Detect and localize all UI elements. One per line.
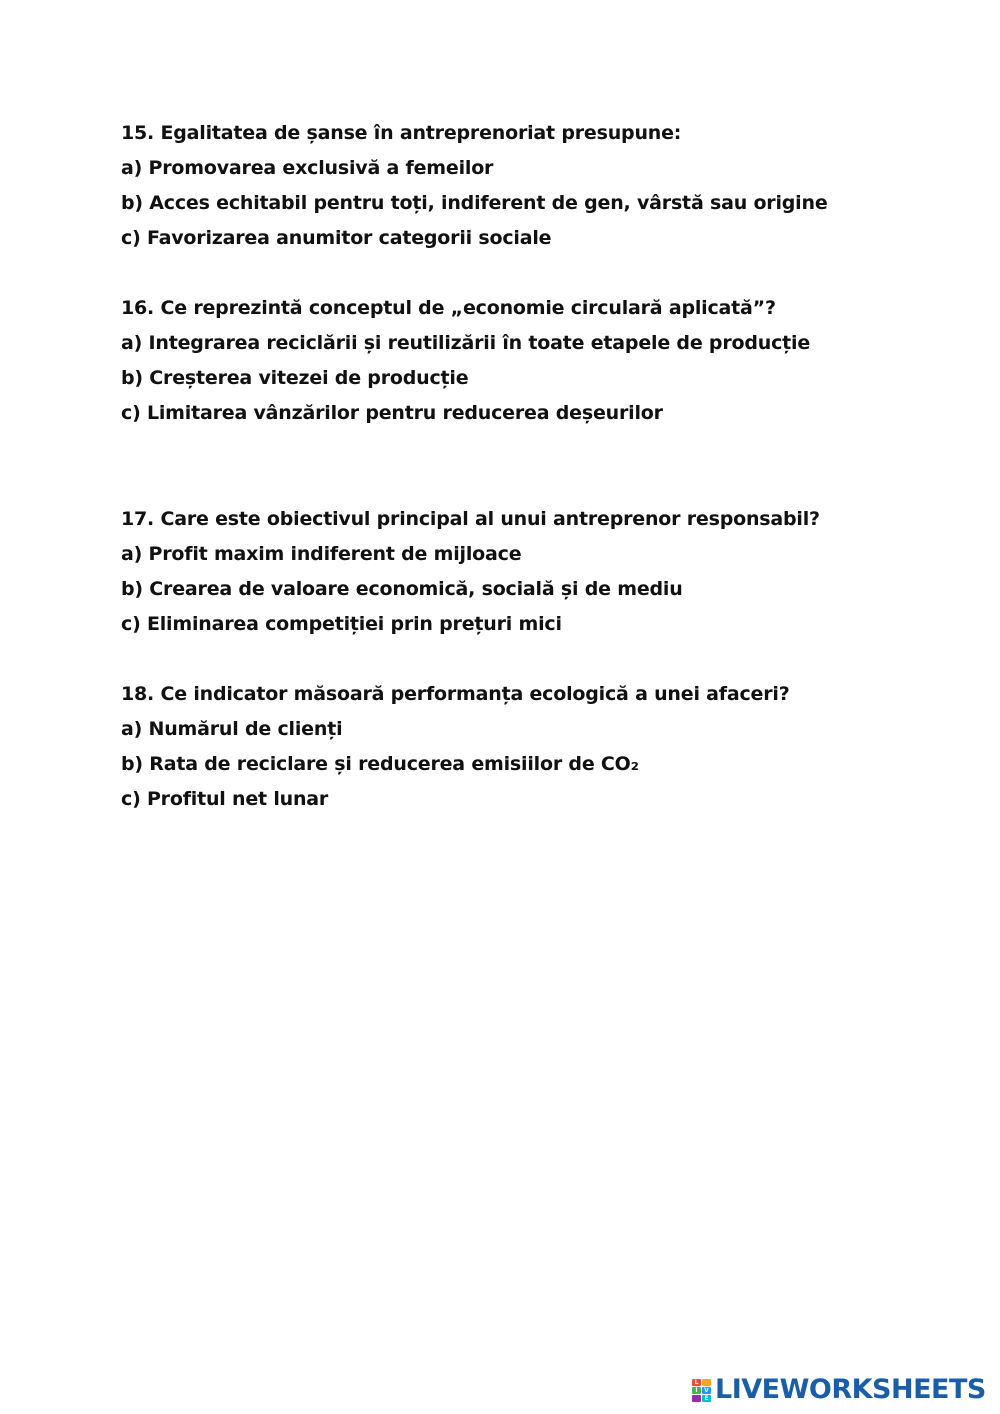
liveworksheets-logo-text: LIVEWORKSHEETS: [715, 1374, 986, 1405]
question-15-text: 15. Egalitatea de șanse în antreprenoriat presupune:: [121, 122, 682, 144]
liveworksheets-logo[interactable]: [692, 1376, 986, 1404]
question-16-option-c[interactable]: c) Limitarea vânzărilor pentru reducerea deșeurilor: [121, 402, 663, 424]
question-18-option-a[interactable]: a) Numărul de clienți: [121, 718, 343, 740]
question-17-text: 17. Care este obiectivul principal al unui antreprenor responsabil?: [121, 508, 820, 530]
question-16-text: 16. Ce reprezintă conceptul de „economie circulară aplicată”?: [121, 297, 776, 319]
logo-mark-cell: L: [692, 1379, 701, 1386]
question-16-option-b[interactable]: b) Creșterea vitezei de producție: [121, 367, 469, 389]
question-15-option-c[interactable]: c) Favorizarea anumitor categorii sociale: [121, 227, 552, 249]
question-17-option-c[interactable]: c) Eliminarea competiției prin prețuri mici: [121, 613, 562, 635]
logo-mark-cell: [692, 1395, 701, 1402]
liveworksheets-logo-icon: [692, 1379, 711, 1402]
question-15-option-a[interactable]: a) Promovarea exclusivă a femeilor: [121, 157, 494, 179]
question-18-option-c[interactable]: c) Profitul net lunar: [121, 788, 329, 810]
question-18-text: 18. Ce indicator măsoară performanța ecologică a unei afaceri?: [121, 683, 790, 705]
logo-mark-cell: [702, 1379, 711, 1386]
question-17-option-b[interactable]: b) Crearea de valoare economică, socială și de mediu: [121, 578, 683, 600]
question-17-option-a[interactable]: a) Profit maxim indiferent de mijloace: [121, 543, 522, 565]
question-15-option-b[interactable]: b) Acces echitabil pentru toți, indiferent de gen, vârstă sau origine: [121, 192, 828, 214]
logo-mark-cell: I: [692, 1387, 701, 1394]
question-18-option-b[interactable]: b) Rata de reciclare și reducerea emisiilor de CO₂: [121, 753, 639, 775]
question-16-option-a[interactable]: a) Integrarea reciclării și reutilizării în toate etapele de producție: [121, 332, 811, 354]
logo-mark-cell: E: [702, 1395, 711, 1402]
logo-mark-cell: V: [702, 1387, 711, 1394]
